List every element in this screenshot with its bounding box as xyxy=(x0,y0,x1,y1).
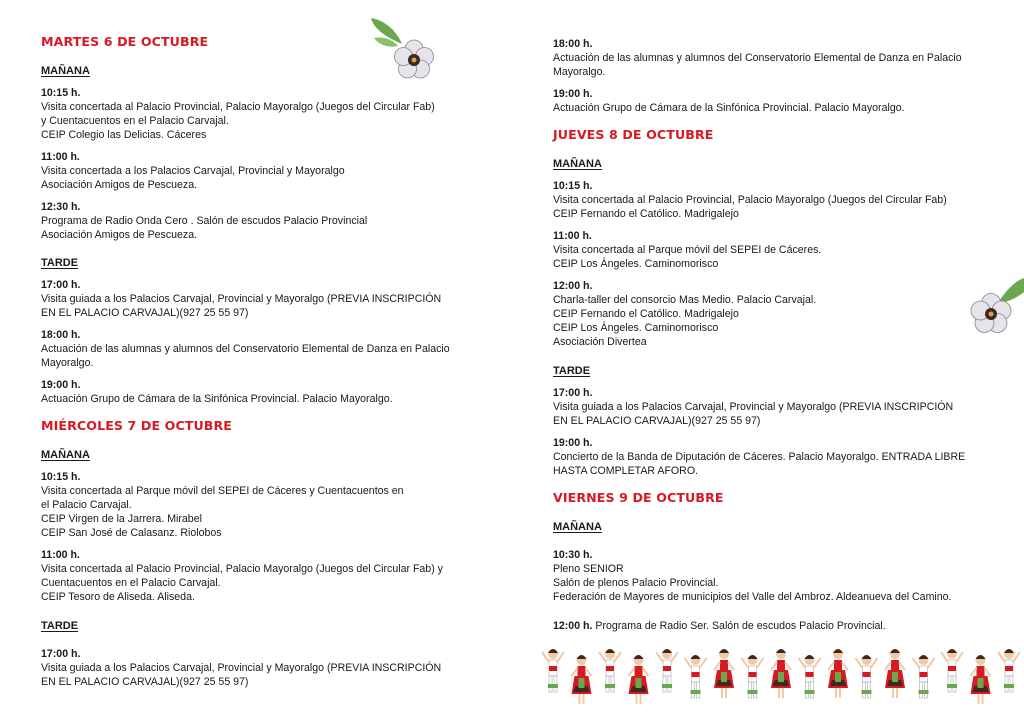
event-line: el Palacio Carvajal. xyxy=(41,499,132,511)
dancer-man xyxy=(599,649,621,692)
event-time: 17:00 h. xyxy=(41,648,81,660)
event-time: 10:15 h. xyxy=(41,471,81,483)
dancer-man xyxy=(856,655,878,698)
event-time: 17:00 h. xyxy=(41,279,81,291)
section-afternoon: TARDE xyxy=(41,257,79,269)
section-morning: MAÑANA xyxy=(41,449,90,461)
dancer-man xyxy=(542,649,564,692)
event-line: Actuación Grupo de Cámara de la Sinfónica Provincial. Palacio Mayoralgo. xyxy=(553,102,905,114)
event-line: CEIP Fernando el Católico. Madrigalejo xyxy=(553,208,739,220)
dancer-woman xyxy=(629,655,649,704)
event-line: Cuentacuentos en el Palacio Carvajal. xyxy=(41,577,221,589)
event-line: HASTA COMPLETAR AFORO. xyxy=(553,465,699,477)
event-line: CEIP Fernando el Católico. Madrigalejo xyxy=(553,308,739,320)
event-line: Asociación Divertea xyxy=(553,336,647,348)
day-heading-wednesday: MIÉRCOLES 7 DE OCTUBRE xyxy=(41,418,233,433)
event-line: Actuación de las alumnas y alumnos del Conservatorio Elemental de Danza en Palacio xyxy=(553,52,962,64)
event-line: Mayoralgo. xyxy=(41,357,94,369)
event-line: Visita concertada al Palacio Provincial, Palacio Mayoralgo (Juegos del Circular Fab) xyxy=(553,194,947,206)
event-time: 12:30 h. xyxy=(41,201,81,213)
event-line: CEIP Colegio las Delicias. Cáceres xyxy=(41,129,207,141)
flower-icon xyxy=(368,16,438,82)
event-time: 11:00 h. xyxy=(553,230,592,242)
dancer-woman xyxy=(971,655,991,704)
event-line: Visita concertada al Palacio Provincial, Palacio Mayoralgo (Juegos del Circular Fab) xyxy=(41,101,435,113)
event-time: 19:00 h. xyxy=(553,437,593,449)
event-time: 18:00 h. xyxy=(41,329,81,341)
event-text: Programa de Radio Ser. Salón de escudos Palacio Provincial. xyxy=(592,620,886,632)
event-line: CEIP Virgen de la Jarrera. Mirabel xyxy=(41,513,202,525)
event-time: 10:30 h. xyxy=(553,549,593,561)
event-line: Salón de plenos Palacio Provincial. xyxy=(553,577,719,589)
event-line: Pleno SENIOR xyxy=(553,563,624,575)
event-line-radio xyxy=(553,619,886,633)
event-line: Federación de Mayores de municipios del Valle del Ambroz. Aldeanueva del Camino. xyxy=(553,591,952,603)
event-line: Visita concertada al Parque móvil del SEPEI de Cáceres. xyxy=(553,244,822,256)
dancer-man xyxy=(941,649,963,692)
event-line: Asociación Amigos de Pescueza. xyxy=(41,229,198,241)
event-line: Mayoralgo. xyxy=(553,66,606,78)
event-time: 10:15 h. xyxy=(553,180,593,192)
event-time: 11:00 h. xyxy=(41,549,80,561)
event-line: y Cuentacuentos en el Palacio Carvajal. xyxy=(41,115,229,127)
dancer-man xyxy=(742,655,764,698)
dancer-woman xyxy=(885,649,905,698)
section-afternoon: TARDE xyxy=(41,620,79,632)
event-time: 18:00 h. xyxy=(553,38,593,50)
event-time: 10:15 h. xyxy=(41,87,81,99)
event-line: EN EL PALACIO CARVAJAL)(927 25 55 97) xyxy=(41,307,249,319)
event-time: 12:00 h. xyxy=(553,280,593,292)
event-time: 11:00 h. xyxy=(41,151,80,163)
event-time: 17:00 h. xyxy=(553,387,593,399)
section-morning: MAÑANA xyxy=(41,65,90,77)
dancers-illustration xyxy=(535,640,1020,727)
event-line: Actuación Grupo de Cámara de la Sinfónica Provincial. Palacio Mayoralgo. xyxy=(41,393,393,405)
event-line: Charla-taller del consorcio Mas Medio. Palacio Carvajal. xyxy=(553,294,817,306)
dancer-man xyxy=(998,649,1020,692)
day-heading-tuesday: MARTES 6 DE OCTUBRE xyxy=(41,34,209,49)
event-line: CEIP Tesoro de Aliseda. Aliseda. xyxy=(41,591,195,603)
event-line: EN EL PALACIO CARVAJAL)(927 25 55 97) xyxy=(41,676,249,688)
dancer-woman xyxy=(572,655,592,704)
event-line: Visita concertada al Palacio Provincial, Palacio Mayoralgo (Juegos del Circular Fab) y xyxy=(41,563,443,575)
event-time: 12:00 h. xyxy=(553,620,593,632)
dancer-man xyxy=(913,655,935,698)
section-morning: MAÑANA xyxy=(553,521,602,533)
section-morning: MAÑANA xyxy=(553,158,602,170)
event-line: Actuación de las alumnas y alumnos del Conservatorio Elemental de Danza en Palacio xyxy=(41,343,450,355)
event-line: Visita guiada a los Palacios Carvajal, Provincial y Mayoralgo (PREVIA INSCRIPCIÓN xyxy=(553,401,954,413)
flower-icon xyxy=(965,272,1024,342)
event-line: CEIP Los Ángeles. Caminomorisco xyxy=(553,322,719,334)
dancer-woman xyxy=(828,649,848,698)
event-line: EN EL PALACIO CARVAJAL)(927 25 55 97) xyxy=(553,415,761,427)
event-time: 19:00 h. xyxy=(41,379,81,391)
day-heading-thursday: JUEVES 8 DE OCTUBRE xyxy=(553,127,714,142)
dancer-woman xyxy=(714,649,734,698)
event-line: CEIP San José de Calasanz. Riolobos xyxy=(41,527,222,539)
dancer-man xyxy=(685,655,707,698)
event-line: Concierto de la Banda de Diputación de Cáceres. Palacio Mayoralgo. ENTRADA LIBRE xyxy=(553,451,966,463)
dancer-man xyxy=(799,655,821,698)
day-heading-friday: VIERNES 9 DE OCTUBRE xyxy=(553,490,724,505)
event-line: Asociación Amigos de Pescueza. xyxy=(41,179,198,191)
dancer-woman xyxy=(771,649,791,698)
event-line: CEIP Los Ángeles. Caminomorisco xyxy=(553,258,719,270)
event-line: Visita guiada a los Palacios Carvajal, Provincial y Mayoralgo (PREVIA INSCRIPCIÓN xyxy=(41,662,442,674)
section-afternoon: TARDE xyxy=(553,365,591,377)
event-line: Visita guiada a los Palacios Carvajal, Provincial y Mayoralgo (PREVIA INSCRIPCIÓN xyxy=(41,293,442,305)
event-time: 19:00 h. xyxy=(553,88,593,100)
dancer-man xyxy=(656,649,678,692)
event-line: Visita concertada al Parque móvil del SEPEI de Cáceres y Cuentacuentos en xyxy=(41,485,404,497)
event-line: Visita concertada a los Palacios Carvajal, Provincial y Mayoralgo xyxy=(41,165,345,177)
event-line: Programa de Radio Onda Cero . Salón de escudos Palacio Provincial xyxy=(41,215,368,227)
